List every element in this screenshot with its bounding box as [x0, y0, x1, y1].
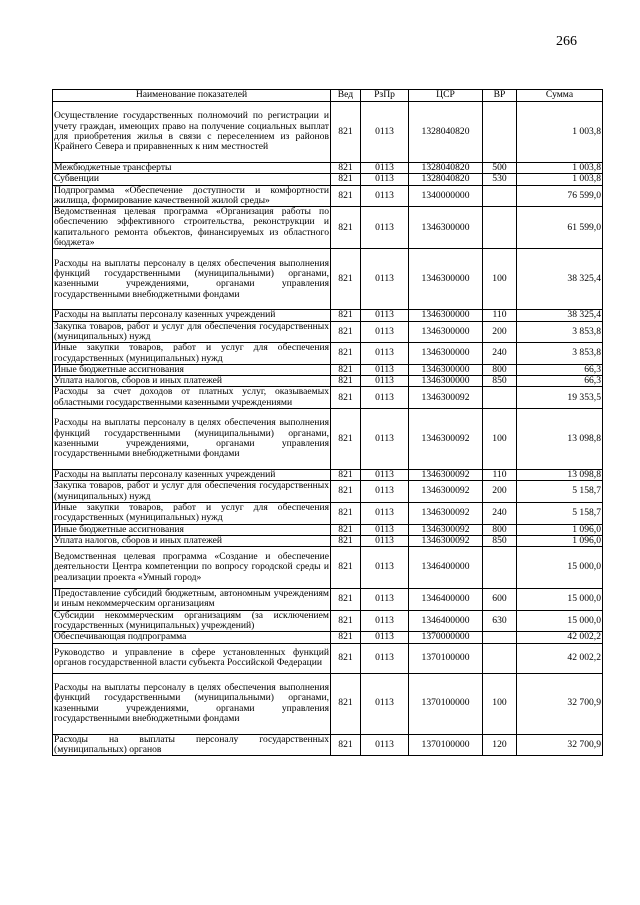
row-rzpr: 0113	[361, 632, 409, 643]
row-vr	[483, 207, 517, 249]
row-vr: 100	[483, 249, 517, 310]
row-sum: 5 158,7	[517, 481, 603, 503]
table-header-row	[53, 90, 603, 102]
row-sum: 3 853,8	[517, 343, 603, 365]
row-rzpr: 0113	[361, 547, 409, 589]
table-row	[53, 673, 603, 734]
budget-table	[52, 89, 603, 756]
row-ved: 821	[331, 734, 361, 756]
table-row	[53, 481, 603, 503]
row-name: Уплата налогов, сборов и иных платежей	[53, 535, 331, 546]
row-csr: 1346300092	[409, 481, 483, 503]
row-name: Закупка товаров, работ и услуг для обеспечения государственных (муниципальных) нужд	[54, 320, 329, 342]
row-name: Осуществление государственных полномочий по регистрации и учету граждан, имеющих право на получение социальных выплат для приобретения жилья в связи с переселением из районов Крайнего Севера и приравненных к ним местностей	[53, 102, 331, 163]
row-sum: 66,3	[517, 364, 603, 375]
row-csr: 1328040820	[409, 102, 483, 163]
row-ved: 821	[331, 207, 361, 249]
row-name: Расходы на выплаты персоналу государственных (муниципальных) органов	[54, 733, 329, 755]
row-name: Расходы на выплаты персоналу казенных учреждений	[53, 470, 331, 481]
row-ved: 821	[331, 524, 361, 535]
row-ved: 821	[331, 102, 361, 163]
table-row	[53, 610, 603, 632]
row-rzpr: 0113	[361, 249, 409, 310]
row-sum: 32 700,9	[517, 673, 603, 734]
row-sum: 5 158,7	[517, 502, 603, 524]
row-csr: 1346300000	[409, 207, 483, 249]
row-csr: 1370000000	[409, 632, 483, 643]
row-name: Ведомственная целевая программа «Организация работы по обеспечению эффективного строительства, реконструкции и капитального ремонта объектов, финансируемых из областного бюджета»	[54, 206, 329, 249]
row-csr: 1346300000	[409, 310, 483, 321]
row-name: Иные бюджетные ассигнования	[53, 364, 331, 375]
header-ved: Вед	[331, 90, 361, 102]
table-row	[53, 310, 603, 321]
row-csr: 1346300092	[409, 409, 483, 470]
row-sum: 15 000,0	[517, 589, 603, 611]
table-row	[53, 249, 603, 310]
table-row	[53, 321, 603, 343]
row-vr	[483, 387, 517, 409]
row-name: Иные закупки товаров, работ и услуг для обеспечения государственных (муниципальных) нужд	[54, 342, 329, 364]
row-sum: 13 098,8	[517, 409, 603, 470]
table-row	[53, 470, 603, 481]
header-name: Наименование показателей	[53, 90, 331, 102]
row-csr: 1346400000	[409, 589, 483, 611]
row-rzpr: 0113	[361, 310, 409, 321]
header-rzpr: РзПр	[361, 90, 409, 102]
row-name: Подпрограмма «Обеспечение доступности и комфортности жилища, формирование качественной жилой среды»	[54, 184, 329, 206]
row-sum: 3 853,8	[517, 321, 603, 343]
table-row	[53, 102, 603, 163]
row-name: Иные бюджетные ассигнования	[53, 524, 331, 535]
row-vr: 120	[483, 734, 517, 756]
row-name: Расходы на выплаты персоналу в целях обеспечения выполнения функций государственными (муниципальными) органами, казенными учреждениями, органами управления государственными внебюджетными фондами	[53, 249, 331, 310]
row-sum: 61 599,0	[517, 207, 603, 249]
row-vr: 110	[483, 310, 517, 321]
row-csr: 1346400000	[409, 547, 483, 589]
table-row	[53, 632, 603, 643]
row-csr: 1346300000	[409, 364, 483, 375]
row-ved: 821	[331, 643, 361, 673]
row-vr: 240	[483, 502, 517, 524]
row-rzpr: 0113	[361, 643, 409, 673]
row-csr: 1370100000	[409, 673, 483, 734]
row-name: Межбюджетные трансферты	[53, 163, 331, 174]
row-csr: 1346300092	[409, 535, 483, 546]
row-csr: 1346400000	[409, 610, 483, 632]
row-name: Расходы на выплаты персоналу в целях обеспечения выполнения функций государственными (муниципальными) органами, казенными учреждениями, органами управления государственными внебюджетными фондами	[53, 409, 331, 470]
row-vr	[483, 632, 517, 643]
row-rzpr: 0113	[361, 673, 409, 734]
row-sum: 19 353,5	[517, 387, 603, 409]
row-vr: 800	[483, 524, 517, 535]
row-ved: 821	[331, 364, 361, 375]
table-row	[53, 643, 603, 673]
row-csr: 1346300000	[409, 249, 483, 310]
row-name: Закупка товаров, работ и услуг для обеспечения государственных (муниципальных) нужд	[54, 480, 329, 502]
row-csr: 1328040820	[409, 174, 483, 185]
row-name: Ведомственная целевая программа «Создание и обеспечение деятельности Центра компетенции по вопросу городской среды и реализации проекта «Умный город»	[53, 547, 331, 589]
row-sum: 1 003,8	[517, 163, 603, 174]
row-rzpr: 0113	[361, 502, 409, 524]
row-vr: 850	[483, 376, 517, 387]
row-csr: 1370100000	[409, 643, 483, 673]
row-rzpr: 0113	[361, 470, 409, 481]
row-csr: 1370100000	[409, 734, 483, 756]
row-ved: 821	[331, 632, 361, 643]
header-sum: Сумма	[517, 90, 603, 102]
table-row	[53, 734, 603, 756]
row-rzpr: 0113	[361, 524, 409, 535]
row-rzpr: 0113	[361, 409, 409, 470]
row-sum: 1 003,8	[517, 102, 603, 163]
table-row	[53, 343, 603, 365]
table-row	[53, 524, 603, 535]
row-ved: 821	[331, 409, 361, 470]
row-ved: 821	[331, 470, 361, 481]
row-sum: 13 098,8	[517, 470, 603, 481]
row-ved: 821	[331, 535, 361, 546]
row-ved: 821	[331, 376, 361, 387]
row-ved: 821	[331, 589, 361, 611]
row-sum: 32 700,9	[517, 734, 603, 756]
table-row	[53, 364, 603, 375]
row-name: Обеспечивающая подпрограмма	[53, 632, 331, 643]
row-vr: 100	[483, 673, 517, 734]
row-vr	[483, 185, 517, 207]
row-rzpr: 0113	[361, 734, 409, 756]
row-ved: 821	[331, 249, 361, 310]
row-vr	[483, 547, 517, 589]
row-ved: 821	[331, 547, 361, 589]
table-row	[53, 535, 603, 546]
row-csr: 1346300000	[409, 343, 483, 365]
row-sum: 38 325,4	[517, 310, 603, 321]
row-ved: 821	[331, 610, 361, 632]
row-vr	[483, 102, 517, 163]
row-vr: 850	[483, 535, 517, 546]
row-vr: 100	[483, 409, 517, 470]
row-rzpr: 0113	[361, 185, 409, 207]
row-csr: 1340000000	[409, 185, 483, 207]
row-sum: 1 096,0	[517, 535, 603, 546]
row-rzpr: 0113	[361, 163, 409, 174]
table-row	[53, 376, 603, 387]
row-vr: 530	[483, 174, 517, 185]
row-rzpr: 0113	[361, 481, 409, 503]
table-row	[53, 207, 603, 249]
row-ved: 821	[331, 310, 361, 321]
row-rzpr: 0113	[361, 102, 409, 163]
row-vr: 500	[483, 163, 517, 174]
row-ved: 821	[331, 502, 361, 524]
row-csr: 1328040820	[409, 163, 483, 174]
row-vr: 240	[483, 343, 517, 365]
row-vr: 200	[483, 321, 517, 343]
row-sum: 38 325,4	[517, 249, 603, 310]
row-csr: 1346300092	[409, 502, 483, 524]
header-vr: ВР	[483, 90, 517, 102]
row-name: Субвенции	[53, 174, 331, 185]
row-csr: 1346300092	[409, 470, 483, 481]
row-name: Расходы за счет доходов от платных услуг, оказываемых областными государственными казенными учреждениями	[54, 386, 329, 408]
row-name: Расходы на выплаты персоналу в целях обеспечения выполнения функций государственными (муниципальными) органами, казенными учреждениями, органами управления государственными внебюджетными фондами	[53, 673, 331, 734]
row-ved: 821	[331, 673, 361, 734]
row-ved: 821	[331, 481, 361, 503]
row-name: Расходы на выплаты персоналу казенных учреждений	[53, 310, 331, 321]
row-name: Иные закупки товаров, работ и услуг для обеспечения государственных (муниципальных) нужд	[54, 501, 329, 524]
row-csr: 1346300000	[409, 376, 483, 387]
row-ved: 821	[331, 387, 361, 409]
row-vr: 630	[483, 610, 517, 632]
row-name: Уплата налогов, сборов и иных платежей	[53, 376, 331, 387]
row-sum: 42 002,2	[517, 643, 603, 673]
row-rzpr: 0113	[361, 387, 409, 409]
row-sum: 42 002,2	[517, 632, 603, 643]
row-csr: 1346300000	[409, 321, 483, 343]
row-rzpr: 0113	[361, 376, 409, 387]
row-sum: 1 096,0	[517, 524, 603, 535]
header-csr: ЦСР	[409, 90, 483, 102]
row-sum: 15 000,0	[517, 547, 603, 589]
row-ved: 821	[331, 163, 361, 174]
table-row	[53, 589, 603, 611]
row-ved: 821	[331, 343, 361, 365]
row-ved: 821	[331, 321, 361, 343]
table-row	[53, 409, 603, 470]
table-row	[53, 387, 603, 409]
row-csr: 1346300092	[409, 387, 483, 409]
row-vr: 600	[483, 589, 517, 611]
row-name: Предоставление субсидий бюджетным, автономным учреждениям и иным некоммерческим организациям	[54, 588, 329, 610]
table-row	[53, 174, 603, 185]
table-row	[53, 502, 603, 524]
row-vr	[483, 643, 517, 673]
row-vr: 200	[483, 481, 517, 503]
table-row	[53, 163, 603, 174]
row-sum: 15 000,0	[517, 610, 603, 632]
row-rzpr: 0113	[361, 364, 409, 375]
row-csr: 1346300092	[409, 524, 483, 535]
row-ved: 821	[331, 185, 361, 207]
row-sum: 1 003,8	[517, 174, 603, 185]
page-number: 266	[556, 34, 577, 49]
row-sum: 66,3	[517, 376, 603, 387]
row-rzpr: 0113	[361, 589, 409, 611]
row-rzpr: 0113	[361, 207, 409, 249]
row-rzpr: 0113	[361, 174, 409, 185]
row-rzpr: 0113	[361, 535, 409, 546]
row-vr: 800	[483, 364, 517, 375]
row-rzpr: 0113	[361, 321, 409, 343]
row-ved: 821	[331, 174, 361, 185]
row-rzpr: 0113	[361, 343, 409, 365]
row-rzpr: 0113	[361, 610, 409, 632]
table-row	[53, 185, 603, 207]
row-vr: 110	[483, 470, 517, 481]
row-name: Руководство и управление в сфере установленных функций органов государственной власти субъекта Российской Федерации	[53, 643, 331, 673]
table-row	[53, 547, 603, 589]
row-name: Субсидии некоммерческим организациям (за исключением государственных (муниципальных) учреждений)	[54, 609, 329, 632]
row-sum: 76 599,0	[517, 185, 603, 207]
